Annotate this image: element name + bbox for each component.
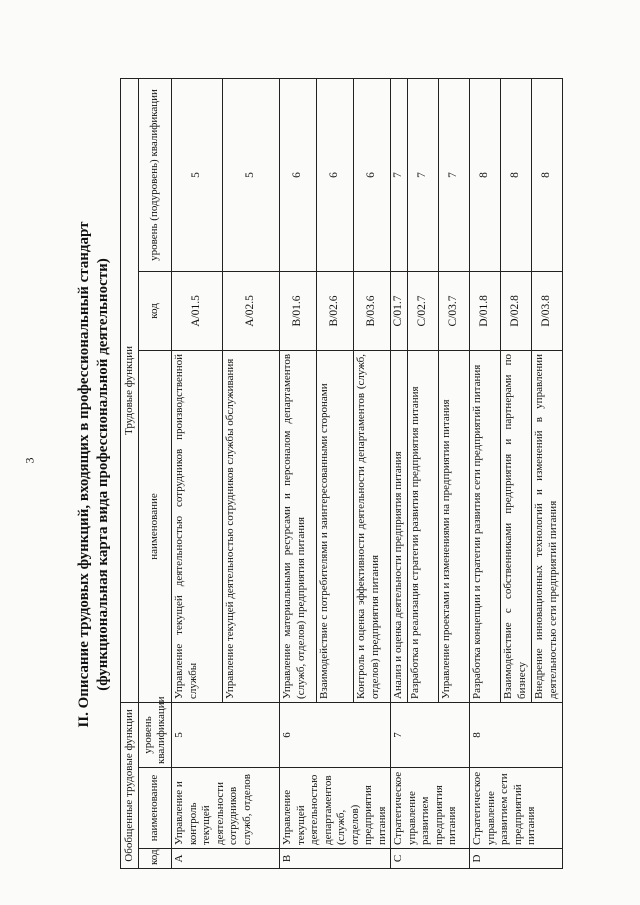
table-row xyxy=(391,78,408,868)
table-row xyxy=(470,78,501,868)
section-title: II. Описание трудовых функций, входящих в профессиональный стандарт xyxy=(76,221,92,728)
section-subtitle: (функциональная карта вида профессиональной деятельности) xyxy=(95,258,111,691)
function-level: 6 xyxy=(280,78,317,271)
header-code: код xyxy=(139,849,172,869)
group-level: 6 xyxy=(280,702,391,767)
group-name: Управление и контроль текущей деятельности сотрудников служб, отделов xyxy=(172,768,280,849)
function-code: B/02.6 xyxy=(317,271,354,350)
function-name: Управление текущей деятельностью сотрудников службы обслуживания xyxy=(223,350,280,702)
function-level: 8 xyxy=(470,78,501,271)
function-name: Анализ и оценка деятельности предприятия питания xyxy=(391,350,408,702)
header-tf-name: наименование xyxy=(139,350,172,702)
function-name: Управление проектами и изменениями на предприятии питания xyxy=(439,350,470,702)
function-level: 7 xyxy=(439,78,470,271)
function-level: 7 xyxy=(391,78,408,271)
function-code: C/01.7 xyxy=(391,271,408,350)
function-code: B/01.6 xyxy=(280,271,317,350)
header-labor-functions: Трудовые функции xyxy=(121,78,139,702)
function-name: Разработка концепции и стратегии развития сети предприятий питания xyxy=(470,350,501,702)
function-level: 6 xyxy=(317,78,354,271)
function-code: B/03.6 xyxy=(354,271,391,350)
function-code: D/02.8 xyxy=(501,271,532,350)
function-level: 5 xyxy=(223,78,280,271)
function-name: Управление текущей деятельностью сотрудников производственной службы xyxy=(172,350,223,702)
group-name: Управление текущей деятельностью департаментов (служб, отделов) предприятия питания xyxy=(280,768,391,849)
function-name: Взаимодействие с потребителями и заинтересованными сторонами xyxy=(317,350,354,702)
group-name: Стратегическое управление развитием сети предприятий питания xyxy=(470,768,563,849)
function-level: 6 xyxy=(354,78,391,271)
function-code: D/01.8 xyxy=(470,271,501,350)
group-level: 8 xyxy=(470,702,563,767)
header-level: уровень квалификации xyxy=(139,702,172,767)
function-level: 5 xyxy=(172,78,223,271)
group-name: Стратегическое управление развитием предприятия питания xyxy=(391,768,470,849)
table-row xyxy=(280,78,317,868)
header-tf-level: уровень (подуровень) квалификации xyxy=(139,78,172,271)
header-generalized-functions: Обобщенные трудовые функции xyxy=(121,702,139,868)
group-code: C xyxy=(391,849,470,869)
function-name: Разработка и реализация стратегии развития предприятия питания xyxy=(408,350,439,702)
group-level: 7 xyxy=(391,702,470,767)
function-code: C/02.7 xyxy=(408,271,439,350)
function-level: 8 xyxy=(501,78,532,271)
function-code: A/02.5 xyxy=(223,271,280,350)
function-name: Взаимодействие с собственниками предприятия и партнерами по бизнесу xyxy=(501,350,532,702)
function-name: Контроль и оценка эффективности деятельности департаментов (служб, отделов) предприятия питания xyxy=(354,350,391,702)
group-code: B xyxy=(280,849,391,869)
function-level: 7 xyxy=(408,78,439,271)
group-code: A xyxy=(172,849,280,869)
header-tf-code: код xyxy=(139,271,172,350)
functional-map-table xyxy=(120,78,563,869)
function-code: D/03.8 xyxy=(532,271,563,350)
function-name: Управление материальными ресурсами и персоналом департаментов (служб, отделов) предприятия питания xyxy=(280,350,317,702)
table-row xyxy=(172,78,223,868)
function-level: 8 xyxy=(532,78,563,271)
header-name: наименование xyxy=(139,768,172,849)
page-number: 3 xyxy=(22,457,37,464)
function-name: Внедрение инновационных технологий и изменений в управлении деятельностью сети предприятий питания xyxy=(532,350,563,702)
rotated-content xyxy=(75,77,610,872)
group-code: D xyxy=(470,849,563,869)
function-code: C/03.7 xyxy=(439,271,470,350)
function-code: A/01.5 xyxy=(172,271,223,350)
group-level: 5 xyxy=(172,702,280,767)
